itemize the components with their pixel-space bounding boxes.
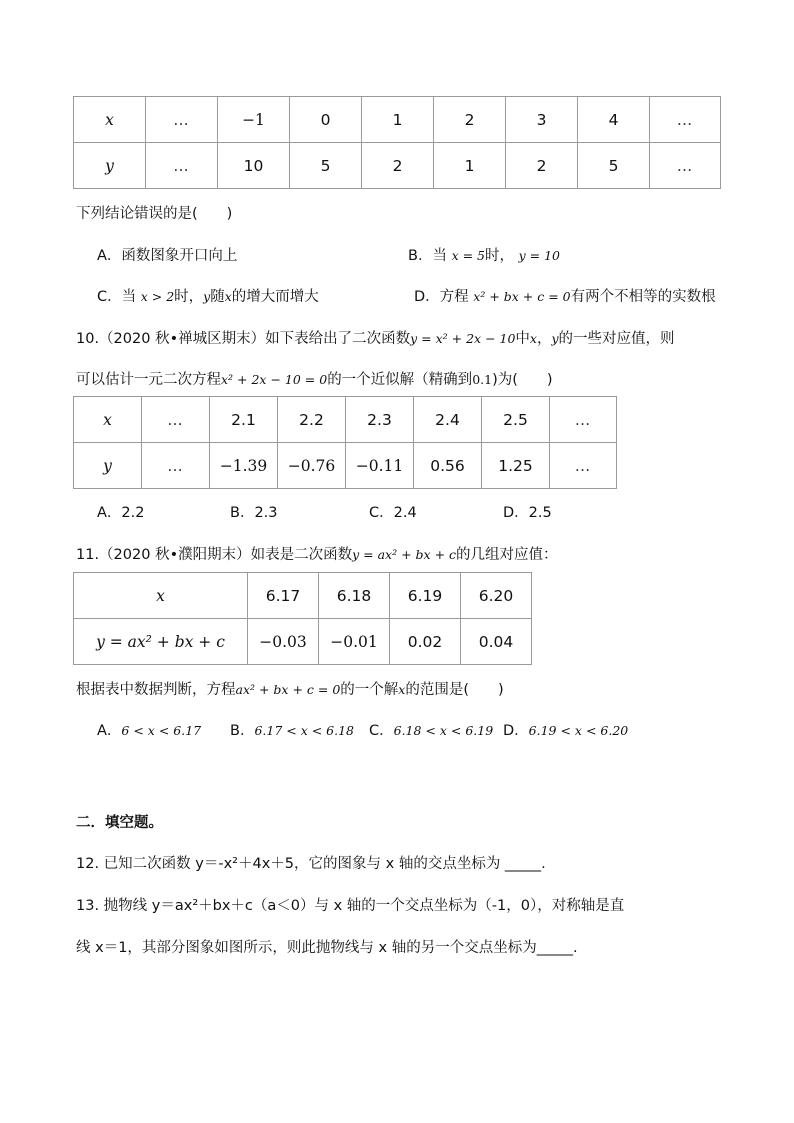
option-text: 方程	[439, 289, 469, 305]
table-cell: 10	[218, 143, 290, 189]
table-cell: y = ax² + bx + c	[74, 619, 248, 665]
q10-option-c: C．2.4	[369, 505, 417, 521]
table-row	[74, 573, 532, 619]
table-cell: 2.4	[414, 397, 482, 443]
table-cell: …	[650, 143, 721, 189]
table-cell: 6.19	[390, 573, 461, 619]
table-cell: 2.2	[278, 397, 346, 443]
math-expression: 6.18 < x < 6.19	[393, 723, 494, 738]
option-label: C．	[369, 723, 394, 739]
q11-option-b	[230, 719, 354, 740]
table-cell: …	[142, 443, 210, 489]
math-expression: 6 < x < 6.17	[121, 723, 202, 738]
math-variable: x	[224, 289, 232, 304]
option-text: 当	[121, 289, 137, 305]
table-cell: 3	[506, 97, 578, 143]
q11-option-c	[369, 719, 493, 740]
table-cell: …	[146, 97, 218, 143]
table-cell: 1	[434, 143, 506, 189]
table-cell: x	[74, 573, 248, 619]
math-variable: x	[398, 682, 406, 697]
q10-option-b: B．2.3	[230, 505, 278, 521]
q9-prompt: 下列结论错误的是( )	[76, 206, 233, 222]
table-cell: 6.17	[248, 573, 319, 619]
question-text: 10.（2020 秋•禅城区期末）如下表给出了二次函数	[76, 331, 411, 347]
table-cell: …	[650, 97, 721, 143]
table-cell: x	[74, 97, 146, 143]
q11-option-d	[503, 719, 628, 740]
table-cell: 0.02	[390, 619, 461, 665]
table-cell: 4	[578, 97, 650, 143]
table-cell: −0.03	[248, 619, 319, 665]
math-expression: x = 5	[451, 248, 485, 263]
table-cell: −1.39	[210, 443, 278, 489]
table-cell: 6.20	[461, 573, 532, 619]
table-cell: 1.25	[482, 443, 550, 489]
table-cell: 0	[290, 97, 362, 143]
q10-option-a: A．2.2	[97, 505, 145, 521]
question-text: 的一个解	[340, 682, 399, 698]
option-label: B．	[230, 723, 255, 739]
option-text: 时，	[485, 248, 514, 264]
math-expression: 6.17 < x < 6.18	[254, 723, 355, 738]
math-variable: x	[529, 331, 537, 346]
table-cell: 1	[362, 97, 434, 143]
table-cell: 2.5	[482, 397, 550, 443]
table-cell: −0.11	[346, 443, 414, 489]
option-label: B．	[408, 248, 433, 264]
q12-text: 12. 已知二次函数 y＝-x²＋4x＋5，它的图象与 x 轴的交点坐标为 _____.	[76, 856, 546, 872]
option-label: A．	[97, 723, 122, 739]
table-cell: 0.04	[461, 619, 532, 665]
math-expression: y = 10	[518, 248, 560, 263]
table-q9	[73, 96, 721, 189]
table-cell: 2.3	[346, 397, 414, 443]
math-variable: y	[551, 331, 559, 346]
option-label: A．	[97, 248, 122, 264]
q9-option-a	[97, 244, 237, 265]
question-text: 根据表中数据判断，方程	[76, 682, 236, 698]
table-cell: 5	[290, 143, 362, 189]
option-text: 有两个不相等的实数根	[570, 289, 716, 305]
question-text: 可以估计一元二次方程	[76, 372, 221, 388]
math-expression: y = ax² + bx + c	[352, 547, 457, 562]
math-number: 0.1	[472, 372, 493, 387]
q10-line2	[76, 368, 553, 389]
section-heading: 二．填空题。	[76, 815, 163, 831]
table-cell: …	[550, 397, 617, 443]
table-cell: y	[74, 443, 142, 489]
option-label: C．	[97, 289, 122, 305]
table-cell: 6.18	[319, 573, 390, 619]
table-cell: −0.01	[319, 619, 390, 665]
table-cell: 2	[362, 143, 434, 189]
q13-line1: 13. 抛物线 y＝ax²＋bx＋c（a＜0）与 x 轴的一个交点坐标为（-1，0），对称轴是直	[76, 898, 625, 914]
table-q11	[73, 572, 532, 665]
q9-option-d	[414, 285, 716, 306]
math-expression: y = x² + 2x − 10	[410, 331, 516, 346]
table-cell: 0.56	[414, 443, 482, 489]
table-cell: …	[142, 397, 210, 443]
table-row	[74, 143, 721, 189]
table-cell: 2	[434, 97, 506, 143]
table-row	[74, 443, 617, 489]
table-cell: 2	[506, 143, 578, 189]
table-cell: −0.76	[278, 443, 346, 489]
option-label: D．	[503, 723, 529, 739]
question-text: 的范围是( )	[405, 682, 504, 698]
q9-option-c	[97, 285, 319, 306]
table-cell: −1	[218, 97, 290, 143]
table-row	[74, 97, 721, 143]
question-text: ，	[536, 331, 552, 347]
table-cell: y	[74, 143, 146, 189]
q9-option-b	[408, 244, 560, 265]
table-row	[74, 397, 617, 443]
question-text: )为( )	[492, 372, 553, 388]
q10-line1	[76, 327, 675, 348]
option-text: 的增大而增大	[231, 289, 319, 305]
option-text: 随	[210, 289, 225, 305]
q11-prompt	[76, 678, 504, 699]
math-expression: x > 2	[140, 289, 175, 304]
question-text: 的一个近似解（精确到	[327, 372, 473, 388]
table-cell: x	[74, 397, 142, 443]
question-text: 11.（2020 秋•濮阳期末）如表是二次函数	[76, 547, 353, 563]
table-q10	[73, 396, 617, 489]
table-cell: 5	[578, 143, 650, 189]
option-text: 时，	[174, 289, 204, 305]
q13-line2: 线 x＝1，其部分图象如图所示，则此抛物线与 x 轴的另一个交点坐标为_____.	[76, 940, 578, 956]
math-expression: ax² + bx + c = 0	[235, 682, 341, 697]
q11-option-a	[97, 719, 201, 740]
question-text: 中	[515, 331, 530, 347]
option-text: 函数图象开口向上	[121, 248, 238, 264]
table-cell: …	[550, 443, 617, 489]
question-text: 的一些对应值，则	[558, 331, 675, 347]
q11-line1	[76, 543, 558, 564]
question-text: 的几组对应值：	[456, 547, 558, 563]
table-cell: …	[146, 143, 218, 189]
math-expression: x² + bx + c = 0	[473, 289, 571, 304]
math-variable: y	[203, 289, 211, 304]
math-expression: 6.19 < x < 6.20	[528, 723, 629, 738]
table-row	[74, 619, 532, 665]
q10-option-d: D．2.5	[503, 505, 552, 521]
option-text: 当	[432, 248, 447, 264]
table-cell: 2.1	[210, 397, 278, 443]
math-expression: x² + 2x − 10 = 0	[221, 372, 328, 387]
option-label: D．	[414, 289, 440, 305]
